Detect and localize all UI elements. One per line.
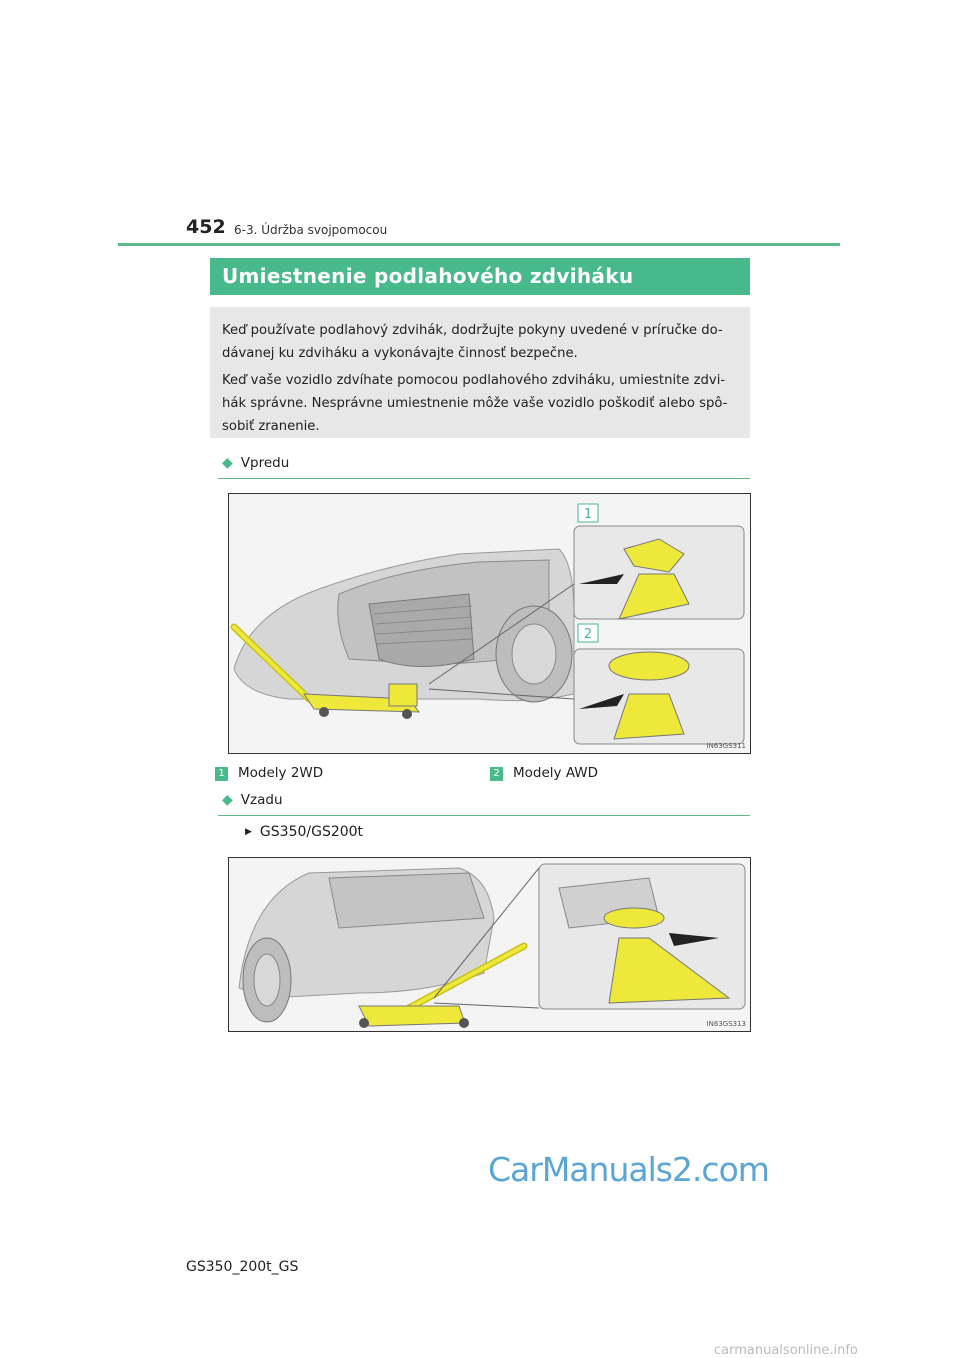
triangle-bullet-icon: ▶ — [245, 827, 252, 837]
header-divider — [118, 243, 840, 246]
front-heading-rule — [218, 478, 750, 479]
section-title-bar — [210, 258, 750, 295]
footer-model-code: GS350_200t_GS — [186, 1259, 299, 1275]
front-car-illustration — [229, 494, 750, 753]
rear-heading-rule — [218, 815, 750, 816]
legend-label: Modely AWD — [513, 765, 599, 781]
legend-number-badge: 2 — [490, 767, 503, 781]
intro-line: Keď vaše vozidlo zdvíhate pomocou podlahového zdviháku, umiestnite zdvi- — [222, 373, 726, 388]
legend-number-badge: 1 — [215, 767, 228, 781]
rear-car-illustration — [229, 858, 750, 1031]
figure-code: IN63GS311 — [706, 742, 746, 750]
diamond-bullet-icon: ◆ — [222, 455, 233, 471]
legend-label: Modely 2WD — [238, 765, 324, 781]
section-title: Umiestnenie podlahového zdviháku — [222, 264, 634, 288]
variant-text: GS350/GS200t — [259, 824, 364, 840]
front-heading — [222, 455, 289, 471]
variant-label — [245, 824, 363, 840]
front-jack-figure — [228, 493, 751, 754]
intro-line: sobiť zranenie. — [222, 419, 320, 434]
rear-heading-text: Vzadu — [240, 792, 283, 808]
legend-item — [215, 765, 323, 781]
bottom-watermark: carmanualsonline.info — [714, 1343, 858, 1358]
callout-2: 2 — [583, 627, 593, 642]
legend-item — [490, 765, 598, 781]
diamond-bullet-icon: ◆ — [222, 792, 233, 808]
callout-1: 1 — [583, 507, 593, 522]
section-reference: 6-3. Údržba svojpomocou — [234, 223, 388, 237]
watermark-text: CarManuals2.com — [488, 1150, 769, 1189]
rear-jack-figure — [228, 857, 751, 1032]
intro-line: dávanej ku zdviháku a vykonávajte činnosť bezpečne. — [222, 346, 578, 361]
intro-box — [210, 307, 750, 438]
front-heading-text: Vpredu — [240, 455, 290, 471]
figure-code: IN63GS313 — [706, 1020, 746, 1028]
watermark-logo — [488, 1150, 769, 1194]
intro-line: hák správne. Nesprávne umiestnenie môže vaše vozidlo poškodiť alebo spô- — [222, 396, 728, 411]
intro-line: Keď používate podlahový zdvihák, dodržujte pokyny uvedené v príručke do- — [222, 323, 723, 338]
page-number: 452 — [186, 216, 226, 238]
rear-heading — [222, 792, 283, 808]
